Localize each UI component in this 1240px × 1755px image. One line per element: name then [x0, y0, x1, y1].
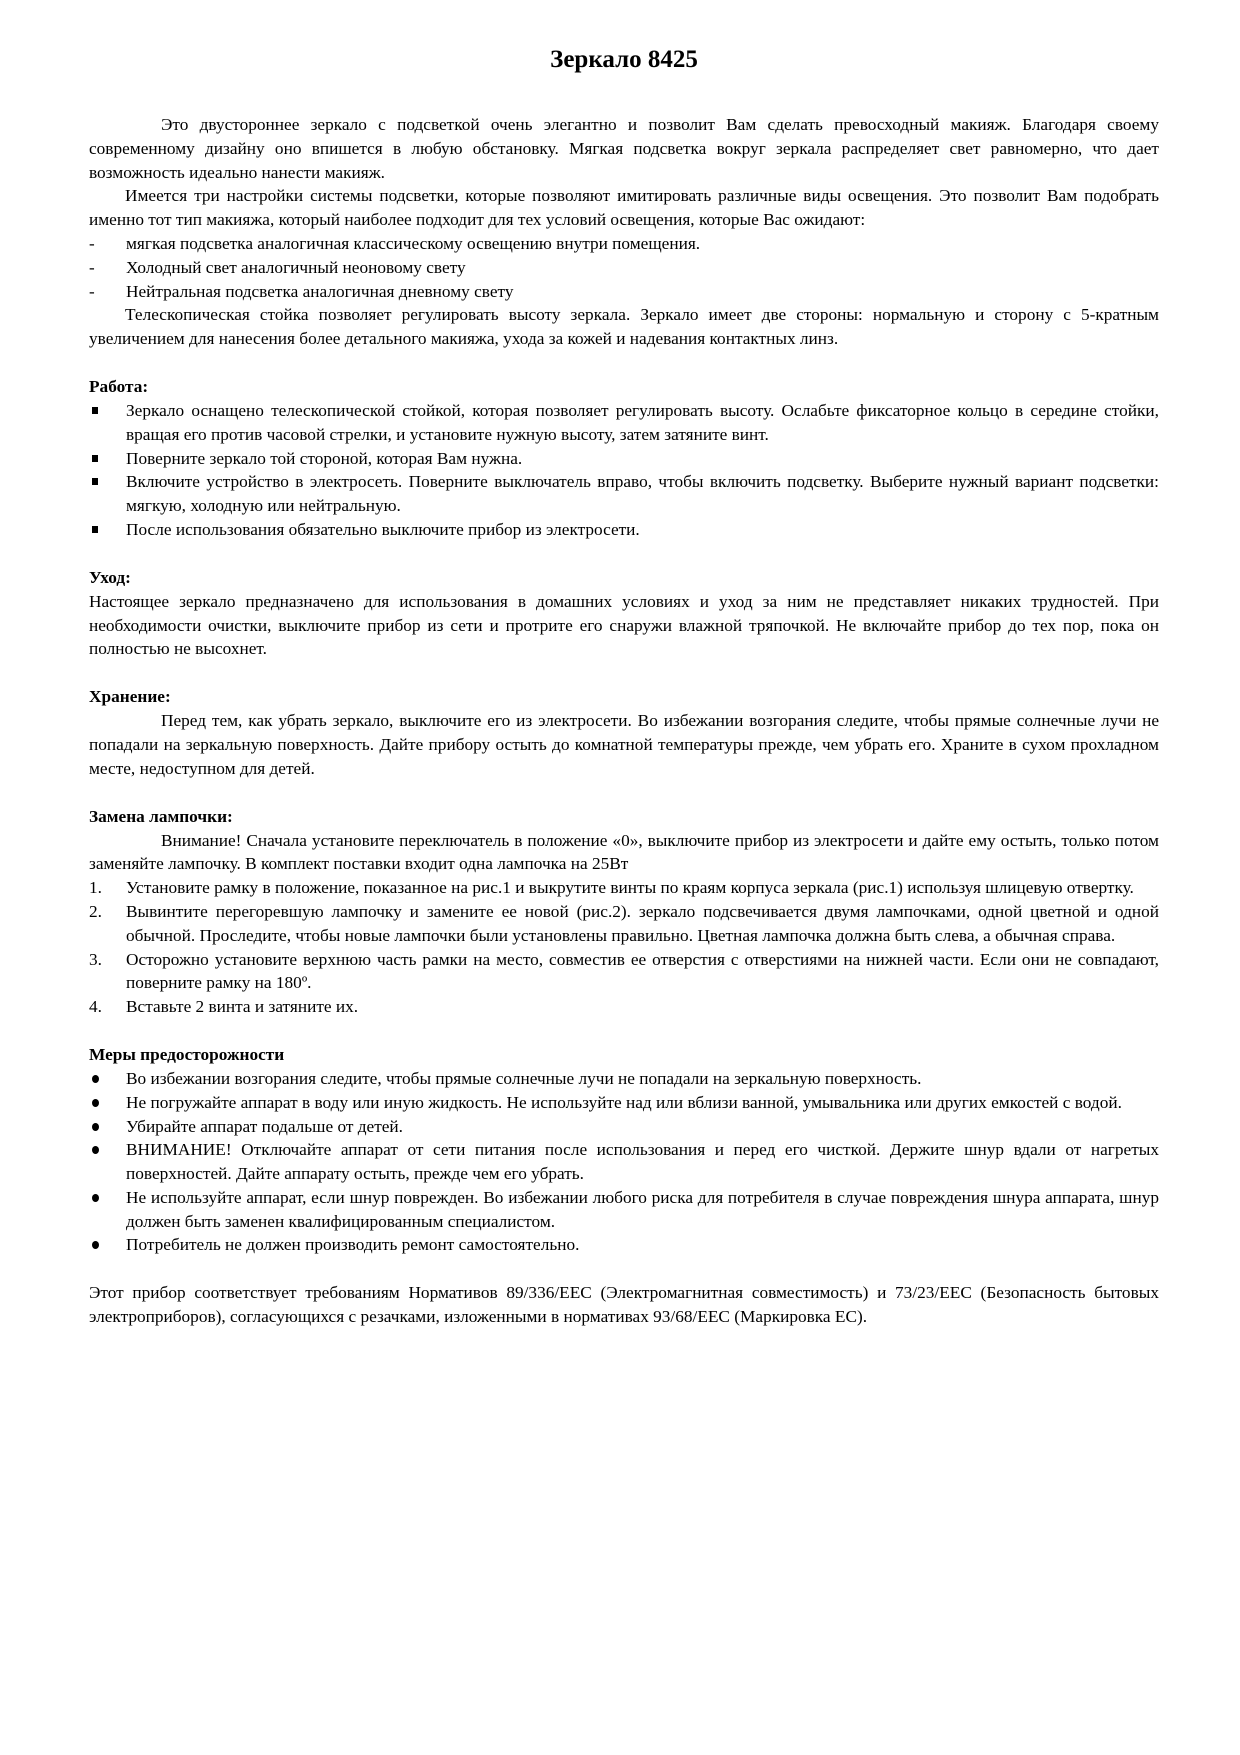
operation-section — [89, 375, 1159, 542]
intro-paragraph-3: Телескопическая стойка позволяет регулировать высоту зеркала. Зеркало имеет две стороны: нормальную и сторону с 5-кратным увеличением для нанесения более детального макияжа, ухода за кожей и надевания контактных линз. — [89, 305, 1159, 349]
round-bullet-icon — [92, 1075, 99, 1083]
list-item-text: Вывинтите перегоревшую лампочку и замените ее новой (рис.2). зеркало подсвечивается двумя лампочками, одной цветной и одной обычной. Проследите, чтобы новые лампочки были установлены правильно. Цветная лампочка должна быть слева, а обычная справа. — [126, 901, 1159, 945]
step-number: 1. — [89, 878, 102, 898]
list-item — [89, 1067, 1159, 1091]
section-heading: Меры предосторожности — [89, 1044, 285, 1064]
list-item-text: Не используйте аппарат, если шнур поврежден. Во избежании любого риска для потребителя в случае повреждения шнура аппарата, шнур должен быть заменен квалифицированным специалистом. — [126, 1187, 1159, 1231]
list-item — [89, 995, 1159, 1019]
section-heading: Работа: — [89, 376, 149, 396]
square-bullet-icon — [92, 526, 98, 533]
step-number: 3. — [89, 949, 102, 969]
bulb-replacement-section — [89, 805, 1159, 1019]
precautions-list — [89, 1067, 1159, 1257]
list-item — [89, 948, 1159, 996]
list-item-text: Поверните зеркало той стороной, которая Вам нужна. — [126, 448, 523, 468]
round-bullet-icon — [92, 1123, 99, 1131]
list-item-text: мягкая подсветка аналогичная классическому освещению внутри помещения. — [126, 233, 701, 253]
list-item — [89, 1138, 1159, 1186]
list-item — [89, 876, 1159, 900]
section-heading: Замена лампочки: — [89, 806, 233, 826]
intro-paragraph-2: Имеется три настройки системы подсветки, которые позволяют имитировать различные виды освещения. Это позволит Вам подобрать именно тот тип макияжа, который наиболее подходит для тех условий освещения, которые Вас ожидают: — [89, 186, 1159, 230]
list-item-text: ВНИМАНИЕ! Отключайте аппарат от сети питания после использования и перед его чисткой. Держите шнур вдали от нагретых поверхностей. Дайте аппарату остыть, прежде чем его убрать. — [126, 1140, 1159, 1184]
intro-section — [89, 113, 1159, 351]
step-number: 2. — [89, 901, 102, 921]
round-bullet-icon — [92, 1241, 99, 1249]
list-item — [89, 1186, 1159, 1234]
round-bullet-icon — [92, 1099, 99, 1107]
step-number: 4. — [89, 997, 102, 1017]
document-page — [89, 44, 1159, 1329]
list-item-text: Во избежании возгорания следите, чтобы прямые солнечные лучи не попадали на зеркальную поверхность. — [126, 1068, 922, 1088]
list-item — [89, 232, 1159, 256]
dash-bullet-icon: - — [89, 257, 95, 277]
dash-bullet-icon: - — [89, 281, 95, 301]
list-item — [89, 900, 1159, 948]
list-item — [89, 1091, 1159, 1115]
list-item — [89, 518, 1159, 542]
square-bullet-icon — [92, 455, 98, 462]
document-title: Зеркало 8425 — [550, 46, 698, 73]
list-item-text: Установите рамку в положение, показанное на рис.1 и выкрутите винты по краям корпуса зеркала (рис.1) используя шлицевую отвертку. — [126, 878, 1134, 898]
lighting-modes-list — [89, 232, 1159, 303]
list-item-text: Вставьте 2 винта и затяните их. — [126, 997, 359, 1017]
list-item — [89, 256, 1159, 280]
list-item-text: Включите устройство в электросеть. Поверните выключатель вправо, чтобы включить подсветку. Выберите нужный вариант подсветки: мягкую, холодную или нейтральную. — [126, 472, 1159, 516]
list-item-text: Нейтральная подсветка аналогичная дневному свету — [126, 281, 514, 301]
bulb-intro-paragraph: Внимание! Сначала установите переключатель в положение «0», выключите прибор из электросети и дайте ему остыть, только потом заменяйте лампочку. В комплект поставки входит одна лампочка на 25Вт — [89, 830, 1159, 874]
round-bullet-icon — [92, 1146, 99, 1154]
list-item — [89, 1233, 1159, 1257]
square-bullet-icon — [92, 478, 98, 485]
list-item-text: Не погружайте аппарат в воду или иную жидкость. Не используйте над или вблизи ванной, умывальника или других емкостей с водой. — [126, 1092, 1122, 1112]
square-bullet-icon — [92, 407, 98, 414]
storage-section — [89, 685, 1159, 780]
operation-list — [89, 399, 1159, 542]
round-bullet-icon — [92, 1194, 99, 1202]
bulb-steps-list — [89, 876, 1159, 1019]
compliance-statement: Этот прибор соответствует требованиям Нормативов 89/336/EEC (Электромагнитная совместимость) и 73/23/EEC (Безопасность бытовых электроприборов), согласующихся с резачками, изложенными в нормативах 93/68/EEC (Маркировка ЕС). — [89, 1283, 1159, 1327]
list-item — [89, 470, 1159, 518]
storage-paragraph: Перед тем, как убрать зеркало, выключите его из электросети. Во избежании возгорания следите, чтобы прямые солнечные лучи не попадали на зеркальную поверхность. Дайте прибору остыть до комнатной температуры прежде, чем убрать его. Храните в сухом прохладном месте, недоступном для детей. — [89, 711, 1159, 778]
section-heading: Хранение: — [89, 687, 171, 707]
list-item-text: Потребитель не должен производить ремонт самостоятельно. — [126, 1235, 580, 1255]
list-item — [89, 447, 1159, 471]
list-item — [89, 399, 1159, 447]
list-item-text: Зеркало оснащено телескопической стойкой, которая позволяет регулировать высоту. Ослабьте фиксаторное кольцо в середине стойки, вращая его против часовой стрелки, и установите нужную высоту, затем затяните винт. — [126, 400, 1159, 444]
precautions-section — [89, 1043, 1159, 1257]
list-item — [89, 1115, 1159, 1139]
care-section — [89, 566, 1159, 661]
list-item-text: Убирайте аппарат подальше от детей. — [126, 1116, 403, 1136]
list-item-text: После использования обязательно выключите прибор из электросети. — [126, 519, 640, 539]
section-heading: Уход: — [89, 567, 131, 587]
list-item-text: Осторожно установите верхнюю часть рамки на место, совместив ее отверстия с отверстиями на нижней части. Если они не совпадают, поверните рамку на 180º. — [126, 949, 1159, 993]
list-item-text: Холодный свет аналогичный неоновому свету — [126, 257, 466, 277]
dash-bullet-icon: - — [89, 233, 95, 253]
care-paragraph: Настоящее зеркало предназначено для использования в домашних условиях и уход за ним не представляет никаких трудностей. При необходимости очистки, выключите прибор из сети и протрите его снаружи влажной тряпочкой. Не включайте прибор до тех пор, пока он полностью не высохнет. — [89, 591, 1159, 659]
intro-paragraph-1: Это двустороннее зеркало с подсветкой очень элегантно и позволит Вам сделать превосходный макияж. Благодаря своему современному дизайну оно впишется в любую обстановку. Мягкая подсветка вокруг зеркала распределяет свет равномерно, что дает возможность идеально нанести макияж. — [89, 115, 1159, 182]
list-item — [89, 280, 1159, 304]
